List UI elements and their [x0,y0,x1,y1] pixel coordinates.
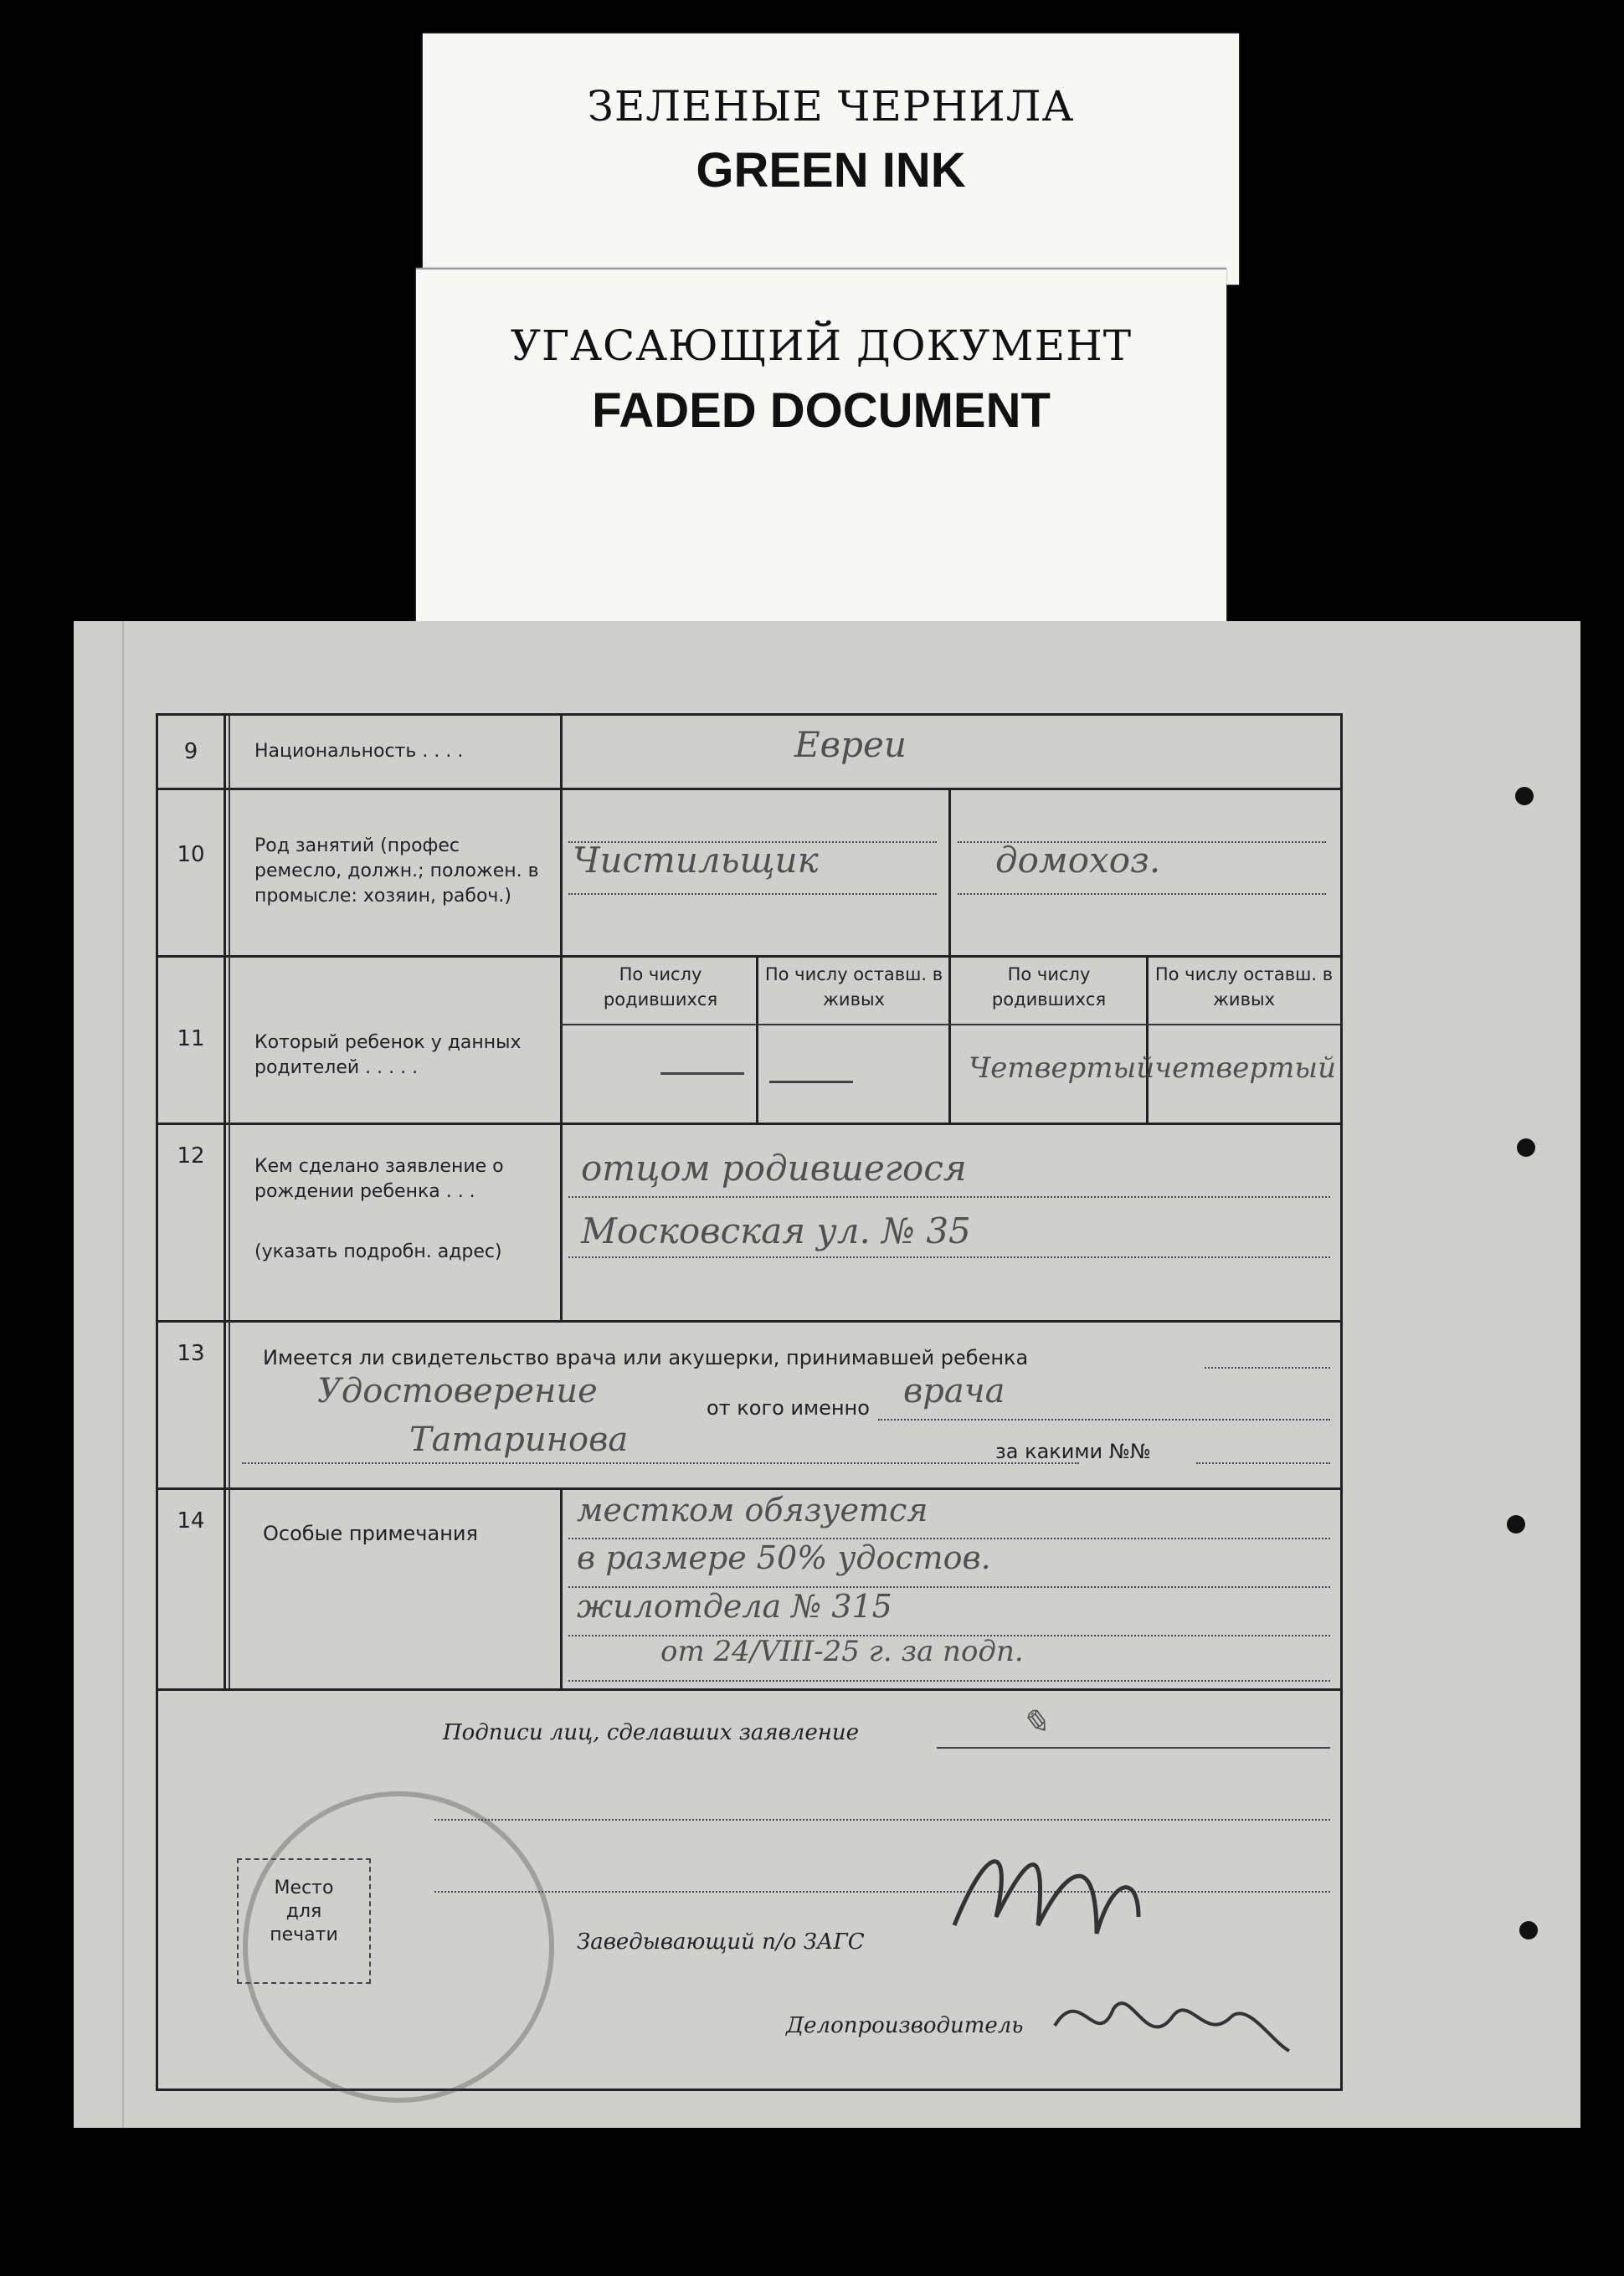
occupation-label: Род занятий (профес ремесло, должн.; положен. в промысле: хозяин, рабоч.) [254,835,539,907]
child-number-alive: четвертый [1154,1051,1337,1085]
head-signature-label: Заведывающий п/о ЗАГС [577,1929,865,1955]
punch-hole [1507,1515,1525,1534]
row-occupation [158,788,1340,958]
notes-line-1: местком обязуется [577,1492,928,1528]
nationality-value: Евреи [794,724,907,765]
certificate-numbers-label: за какими №№ [995,1440,1151,1463]
punch-hole [1517,1138,1535,1157]
child-number-born: Четвертый [969,1051,1155,1085]
col-born: По числу родившихся [603,964,718,1010]
stamp-line: печати [270,1924,338,1945]
row-number: 10 [158,788,226,955]
green-ink-en: GREEN INK [696,143,966,198]
occupation-father: Чистильщик [573,840,819,881]
certificate-doctor: врача [903,1372,1005,1410]
certificate-from-label: от кого именно [707,1396,870,1420]
declarant-address-label: (указать подробн. адрес) [254,1241,502,1262]
row-number: 13 [158,1320,226,1487]
declarant-value: отцом родившегося [581,1148,967,1189]
notes-line-4: от 24/VIII-25 г. за подп. [660,1635,1024,1668]
green-ink-ru: ЗЕЛЕНЫЕ ЧЕРНИЛА [587,82,1075,131]
clerk-signature-label: Делопроизводитель [786,2013,1024,2038]
stamp-place [237,1858,371,1984]
head-signature [938,1825,1155,1992]
green-ink-card [423,33,1239,285]
clerk-signature [1046,1975,1298,2076]
certificate-question: Имеется ли свидетельство врача или акушерки, принимавшей ребенка [263,1346,1029,1369]
notes-label: Особые примечания [263,1522,478,1545]
row-number: 12 [158,1123,226,1320]
certificate-value: Удостоверение [317,1372,598,1410]
child-number-label: Который ребенок у данных родителей . . . . . [254,1032,522,1078]
row-declarant [158,1123,1340,1323]
applicants-signature-label: Подписи лиц, сделавших заявление [443,1720,859,1745]
row-certificate [158,1320,1340,1490]
occupation-mother: домохоз. [995,840,1161,881]
row-notes [158,1487,1340,1691]
punch-hole [1519,1921,1538,1939]
stamp-line: Место [274,1878,334,1898]
declarant-label: Кем сделано заявление о рождении ребенка . . . [254,1156,504,1202]
nationality-label: Национальность . . . . [254,741,464,762]
applicant-signature: ✎ [1020,1703,1049,1742]
faded-document-card [416,268,1226,629]
row-child-number [158,955,1340,1125]
row-number: 9 [158,716,226,788]
row-nationality [158,716,1340,790]
notes-line-2: в размере 50% удостов. [577,1539,991,1576]
certificate-doctor-name: Татаринова [409,1421,629,1459]
col-born-2: По числу родившихся [991,964,1107,1010]
notes-line-3: жилотдела № 315 [577,1588,892,1625]
faded-document-en: FADED DOCUMENT [592,383,1051,438]
faded-document-ru: УГАСАЮЩИЙ ДОКУМЕНТ [510,321,1133,370]
declarant-address-value: Московская ул. № 35 [581,1210,971,1251]
col-alive-2: По числу оставш. в живых [1154,964,1334,1010]
stamp-line: для [285,1901,322,1922]
punch-hole [1515,787,1534,805]
col-alive: По числу оставш. в живых [764,964,943,1010]
row-number: 14 [158,1487,226,1688]
row-number: 11 [158,955,226,1123]
